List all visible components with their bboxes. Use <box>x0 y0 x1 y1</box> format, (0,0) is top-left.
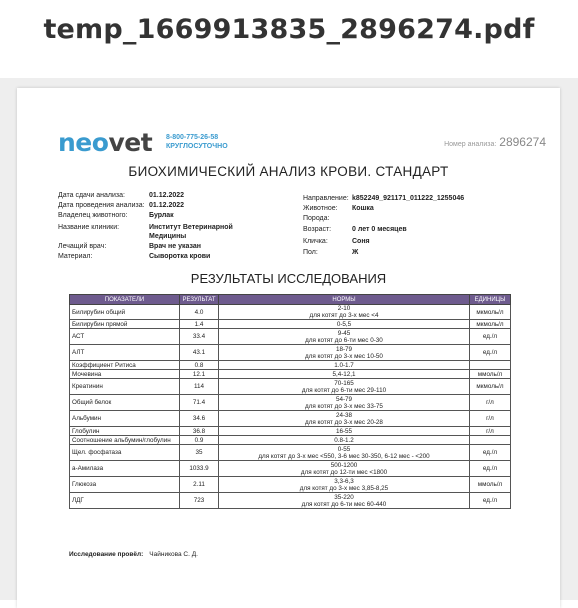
unit: ед./л <box>470 329 511 345</box>
info-label: Животное: <box>303 205 338 212</box>
result-value: 1033.9 <box>180 461 219 477</box>
parameter-name: Альбумин <box>70 411 180 427</box>
result-value: 1.4 <box>180 320 219 329</box>
norm-range <box>219 436 470 445</box>
patient-info-right <box>303 194 553 264</box>
norm-main: 2-10 <box>337 305 351 312</box>
norm-main: 0-55 <box>337 445 351 453</box>
unit: ед./л <box>470 345 511 361</box>
info-label: Лечащий врач: <box>58 243 107 250</box>
info-label: Дата сдачи анализа: <box>58 192 125 199</box>
norm-range <box>219 329 470 345</box>
info-label: Название клиники: <box>58 224 120 231</box>
norm-range <box>219 411 470 427</box>
unit <box>470 436 511 445</box>
parameter-name: Глюкоза <box>70 477 180 493</box>
result-value: 34.6 <box>180 411 219 427</box>
norm-range <box>219 493 470 509</box>
table-row <box>70 305 511 320</box>
norm-kitten: для котят до 3-х мес 20-28 <box>305 418 383 426</box>
parameter-name: АЛТ <box>70 345 180 361</box>
unit: ед./л <box>470 493 511 509</box>
phone-block <box>166 133 228 151</box>
norm-main: 9-45 <box>337 329 351 337</box>
info-value: Соня <box>352 238 370 245</box>
norm-main: 500-1200 <box>330 461 358 469</box>
document-title: БИОХИМИЧЕСКИЙ АНАЛИЗ КРОВИ. СТАНДАРТ <box>128 164 449 179</box>
norm-kitten: для котят до 3-х мес 33-75 <box>305 402 383 410</box>
info-value: k852249_921171_011222_1255046 <box>352 195 465 202</box>
parameter-name: а-Амилаза <box>70 461 180 477</box>
result-value: 723 <box>180 493 219 509</box>
norm-kitten: для котят до 3-х мес <550, 3-6 мес 30-350, 6-12 мес - <200 <box>258 452 430 460</box>
norm-range <box>219 305 470 320</box>
parameter-name: Билирубин общий <box>70 305 180 320</box>
table-row <box>70 379 511 395</box>
unit: ммоль/л <box>470 370 511 379</box>
info-value: 01.12.2022 <box>149 192 185 199</box>
norm-range <box>219 345 470 361</box>
norm-range <box>219 461 470 477</box>
header-norms: НОРМЫ <box>219 295 470 305</box>
file-title: temp_1669913835_2896274.pdf <box>43 14 535 45</box>
info-label: Материал: <box>58 253 93 260</box>
phone-number: 8-800-775-26-58 <box>166 134 219 141</box>
order-number: Номер анализа: 2896274 <box>444 135 546 149</box>
result-value: 0.9 <box>180 436 219 445</box>
table-row <box>70 411 511 427</box>
parameter-name: Общий белок <box>70 395 180 411</box>
examiner-name: Чайникова С. Д. <box>149 551 198 558</box>
table-row <box>70 445 511 461</box>
result-value: 35 <box>180 445 219 461</box>
neovet-logo: neovet <box>58 128 153 157</box>
result-value: 43.1 <box>180 345 219 361</box>
parameter-name: АСТ <box>70 329 180 345</box>
pdf-page <box>17 88 560 608</box>
results-title: РЕЗУЛЬТАТЫ ИССЛЕДОВАНИЯ <box>190 271 387 286</box>
norm-main: 5,4-12,1 <box>332 370 356 378</box>
unit: г/л <box>470 395 511 411</box>
norm-kitten: для котят до 3-х мес 10-50 <box>305 352 383 360</box>
parameter-name: Коэффициент Ритиса <box>70 361 180 370</box>
norm-main: 16-55 <box>335 427 353 435</box>
result-value: 71.4 <box>180 395 219 411</box>
result-value: 33.4 <box>180 329 219 345</box>
table-row <box>70 320 511 329</box>
parameter-name: Глобулин <box>70 427 180 436</box>
norm-range <box>219 379 470 395</box>
result-value: 2.11 <box>180 477 219 493</box>
parameter-name: ЛДГ <box>70 493 180 509</box>
info-label: Возраст: <box>303 226 332 233</box>
info-label: Пол: <box>303 249 318 256</box>
result-value: 36.8 <box>180 427 219 436</box>
info-value: Врач не указан <box>149 243 202 250</box>
norm-range <box>219 320 470 329</box>
unit: мкмоль/л <box>470 320 511 329</box>
info-value: Бурлак <box>149 212 174 219</box>
table-row <box>70 329 511 345</box>
norm-main: 35-220 <box>334 493 354 501</box>
unit: ммоль/л <box>470 477 511 493</box>
table-row <box>70 361 511 370</box>
info-value: Сыворотка крови <box>149 253 211 260</box>
norm-range <box>219 445 470 461</box>
result-value: 114 <box>180 379 219 395</box>
footer-signature: Исследование провёл: Чайникова С. Д. <box>69 551 198 558</box>
table-row <box>70 461 511 477</box>
info-label: Владелец животного: <box>58 212 128 219</box>
header-parameter: ПОКАЗАТЕЛИ <box>70 295 180 305</box>
norm-range <box>219 370 470 379</box>
norm-range <box>219 427 470 436</box>
unit: мкмоль/л <box>470 379 511 395</box>
unit: ед./л <box>470 461 511 477</box>
table-row <box>70 427 511 436</box>
table-row <box>70 395 511 411</box>
table-row <box>70 370 511 379</box>
norm-kitten: для котят до 6-ти мес 60-440 <box>301 500 387 508</box>
norm-main: 3,3-6,3 <box>334 477 354 485</box>
unit: г/л <box>470 411 511 427</box>
order-number-value: 2896274 <box>499 135 546 149</box>
info-label: Порода: <box>303 215 330 222</box>
info-value: Институт Ветеринарной Медицины <box>149 224 233 240</box>
norm-kitten: для котят до 6-ти мес 29-110 <box>301 386 387 394</box>
info-value: 0 лет 0 месяцев <box>352 226 407 233</box>
parameter-name: Билирубин прямой <box>70 320 180 329</box>
unit <box>470 361 511 370</box>
table-row <box>70 477 511 493</box>
parameter-name: Мочевина <box>70 370 180 379</box>
table-row <box>70 493 511 509</box>
norm-main: 0.8-1.2 <box>334 436 354 444</box>
norm-main: 0-5,5 <box>336 320 352 328</box>
norm-kitten: для котят до 3-х мес 3,85-8,25 <box>299 484 389 492</box>
norm-range <box>219 395 470 411</box>
result-value: 4.0 <box>180 305 219 320</box>
patient-info-left <box>58 191 308 271</box>
phone-hours: КРУГЛОСУТОЧНО <box>166 143 228 150</box>
table-header-row <box>70 295 511 305</box>
table-row <box>70 436 511 445</box>
info-label: Направление: <box>303 195 349 202</box>
info-value: Ж <box>352 249 359 256</box>
norm-main: 1.0-1.7 <box>334 361 354 369</box>
results-table <box>69 294 511 509</box>
header-result: РЕЗУЛЬТАТ <box>180 295 219 305</box>
norm-range <box>219 361 470 370</box>
norm-main: 24-38 <box>335 411 353 419</box>
info-value: Кошка <box>352 205 374 212</box>
table-row <box>70 345 511 361</box>
norm-main: 18-79 <box>335 345 353 353</box>
norm-range <box>219 477 470 493</box>
norm-kitten: для котят до 6-ти мес 0-30 <box>305 336 383 344</box>
unit: г/л <box>470 427 511 436</box>
parameter-name: Креатинин <box>70 379 180 395</box>
parameter-name: Соотношение альбумин/глобулин <box>70 436 180 445</box>
info-label: Дата проведения анализа: <box>58 202 145 209</box>
unit: мкмоль/л <box>470 305 511 320</box>
result-value: 12.1 <box>180 370 219 379</box>
result-value: 0.8 <box>180 361 219 370</box>
info-label: Кличка: <box>303 238 328 245</box>
unit: ед./л <box>470 445 511 461</box>
norm-main: 54-79 <box>335 395 353 403</box>
norm-main: 70-165 <box>334 379 354 387</box>
parameter-name: Щел. фосфатаза <box>70 445 180 461</box>
norm-kitten: для котят до 12-ти мес <1800 <box>300 468 388 476</box>
header-units: ЕДИНИЦЫ <box>470 295 511 305</box>
info-value: 01.12.2022 <box>149 202 185 209</box>
norm-kitten: для котят до 3-х мес <4 <box>309 312 379 319</box>
